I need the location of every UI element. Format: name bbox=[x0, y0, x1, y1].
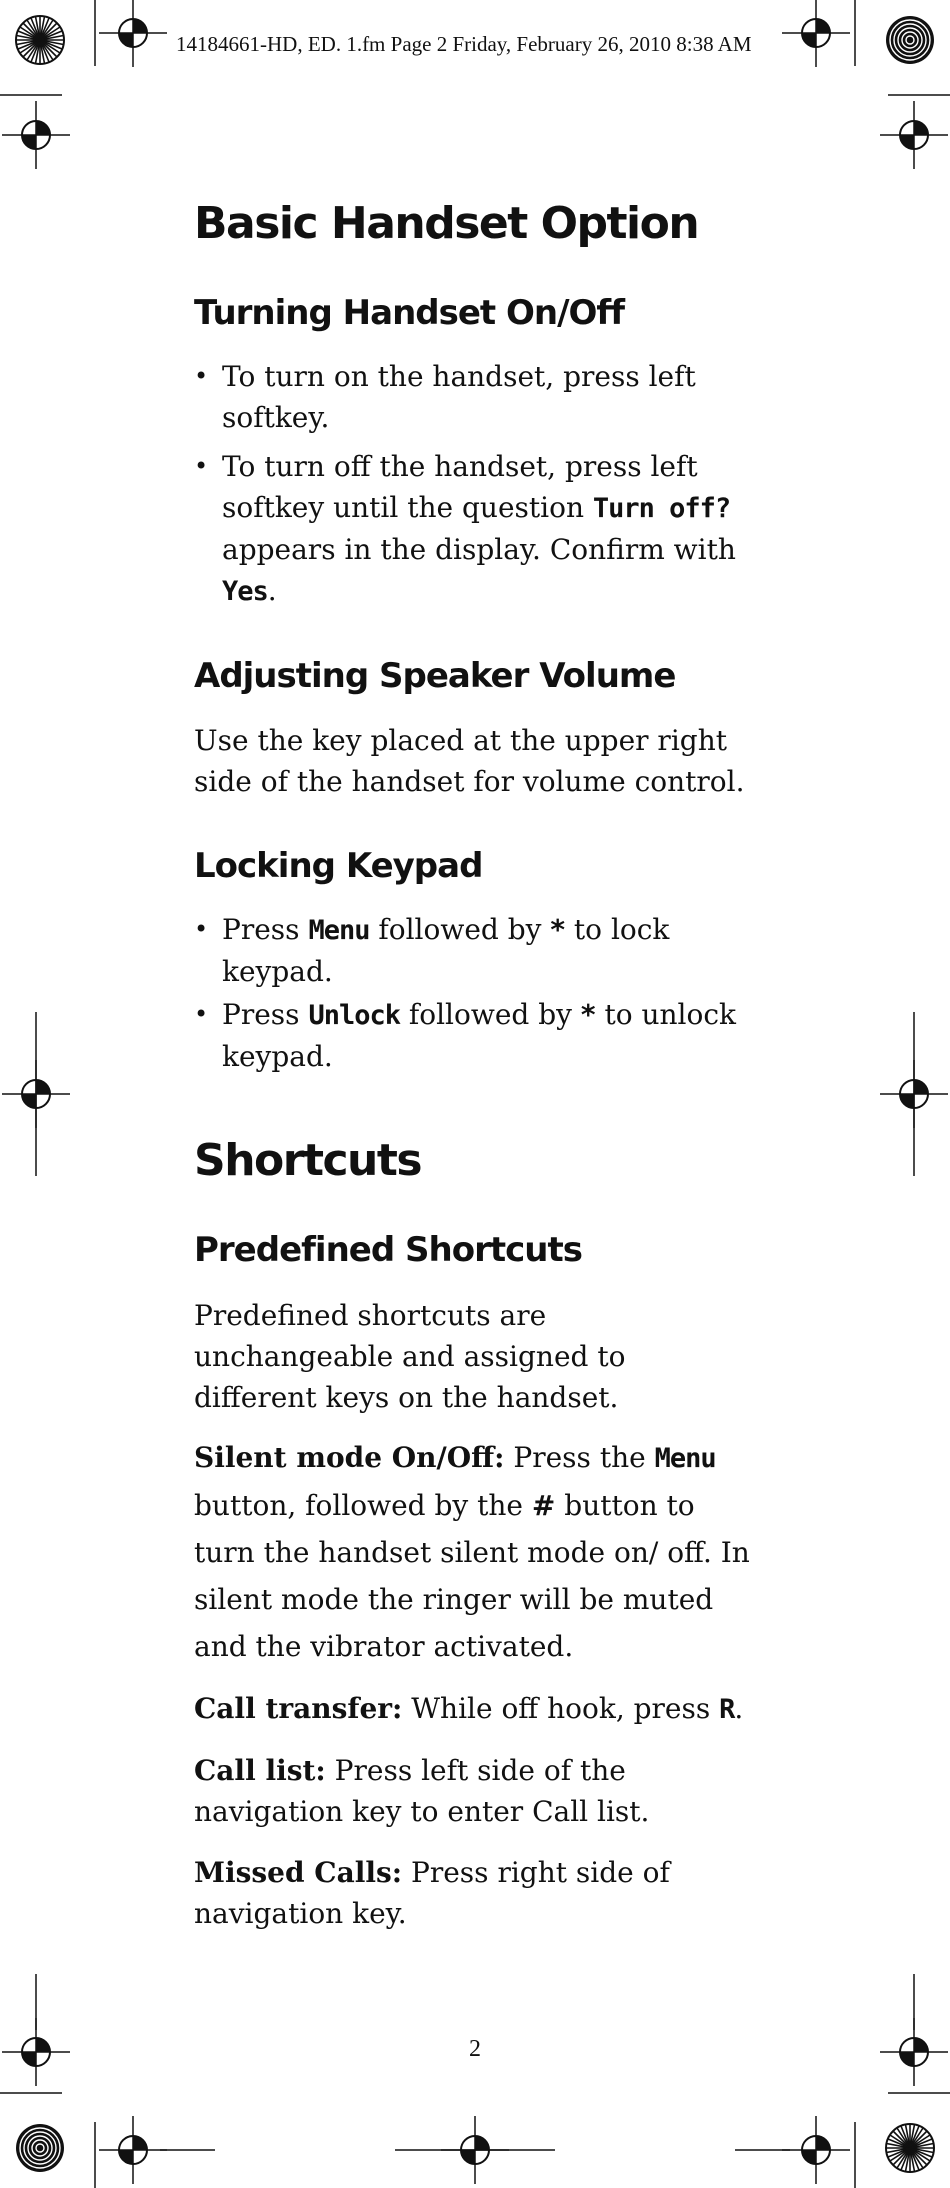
predefined-intro: Predefined shortcuts are unchangeable and assigned to different keys on the handset. bbox=[194, 1298, 626, 1414]
section-title-shortcuts: Shortcuts bbox=[194, 1135, 422, 1187]
shortcut-call-transfer: Call transfer: While off hook, press R. bbox=[194, 1691, 744, 1725]
list-item: • To turn on the handset, press left softkey. bbox=[194, 356, 754, 438]
shortcut-label: Silent mode On/Off: bbox=[194, 1440, 505, 1474]
page-content bbox=[194, 190, 754, 1934]
heading-speaker-volume: Adjusting Speaker Volume bbox=[194, 655, 676, 696]
star-key-icon: * bbox=[550, 913, 566, 947]
shortcut-missed-calls: Missed Calls: Press right side of navigation key. bbox=[194, 1855, 670, 1930]
volume-text: Use the key placed at the upper right side of the handset for volume control. bbox=[194, 724, 745, 799]
slug-line: 14184661-HD, ED. 1.fm Page 2 Friday, February 26, 2010 8:38 AM bbox=[176, 32, 752, 56]
turning-list bbox=[194, 356, 754, 612]
heading-predefined-shortcuts: Predefined Shortcuts bbox=[194, 1229, 582, 1270]
section-title-basic: Basic Handset Option bbox=[194, 198, 699, 249]
heading-locking-keypad: Locking Keypad bbox=[194, 846, 483, 887]
shortcut-label: Call transfer: bbox=[194, 1691, 403, 1725]
display-text-menu: Menu bbox=[308, 915, 370, 947]
shortcut-silent-mode: Silent mode On/Off: Press the Menu button, followed by the # button to turn the handset silent mode on/ off. In silent mode the ringer will be muted and the vibrator activated. bbox=[194, 1440, 750, 1663]
list-item: • To turn off the handset, press left softkey until the question Turn off? appears in the display. Confirm with Yes. bbox=[194, 446, 754, 612]
shortcut-label: Call list: bbox=[194, 1753, 326, 1787]
page-number: 2 bbox=[469, 2036, 481, 2062]
star-key-icon: * bbox=[580, 998, 596, 1032]
shortcut-label: Missed Calls: bbox=[194, 1855, 403, 1889]
list-item: • Press Unlock followed by * to unlock keypad. bbox=[194, 994, 754, 1077]
display-text-yes: Yes bbox=[222, 575, 268, 607]
r-key-icon: R bbox=[719, 1693, 735, 1725]
heading-turning-on-off: Turning Handset On/Off bbox=[194, 292, 625, 333]
list-item: • Press Menu followed by * to lock keypad. bbox=[194, 909, 754, 992]
hash-key-icon: # bbox=[531, 1488, 556, 1522]
display-text-unlock: Unlock bbox=[308, 1000, 400, 1032]
locking-list bbox=[194, 909, 754, 1077]
shortcut-call-list: Call list: Press left side of the navigation key to enter Call list. bbox=[194, 1753, 650, 1828]
display-text-menu: Menu bbox=[654, 1442, 716, 1474]
display-text-turn-off: Turn off? bbox=[592, 492, 731, 524]
